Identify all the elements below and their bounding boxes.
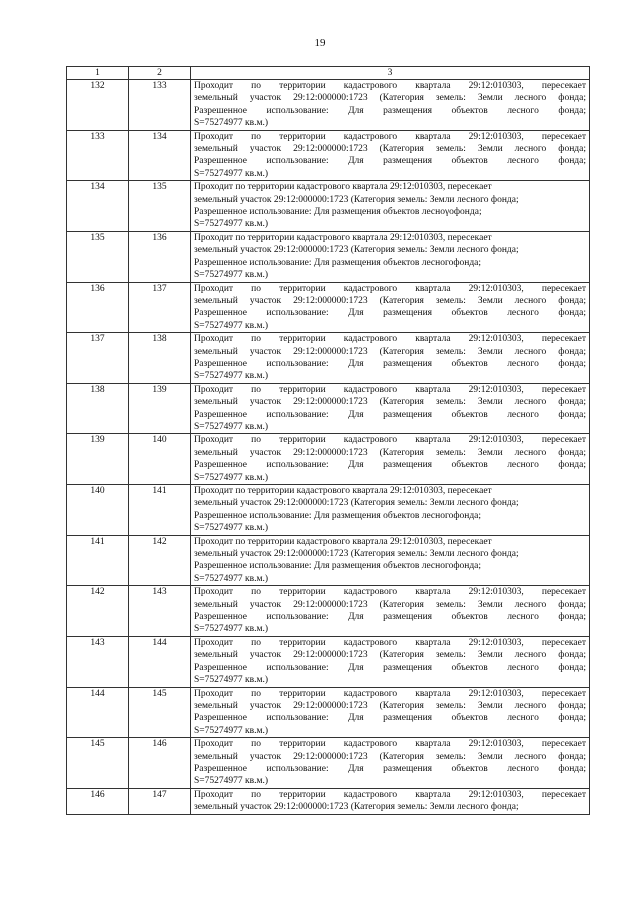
description-line: Проходит по территории кадастрового квартала 29:12:010303, пересекает — [194, 283, 586, 294]
description-cell — [191, 738, 590, 789]
object-number-cell: 140 — [129, 434, 191, 485]
object-number-cell: 146 — [129, 738, 191, 789]
table-row — [67, 383, 590, 434]
table-row — [67, 333, 590, 384]
description-line: Разрешенное использование: Для размещения объектов лесного фонда; — [194, 358, 586, 369]
object-number-cell: 133 — [129, 80, 191, 131]
description-line: земельный участок 29:12:000000:1723 (Категория земель: Земли лесного фонда; — [194, 700, 586, 711]
description-cell — [191, 687, 590, 738]
row-number-cell: 132 — [67, 80, 129, 131]
table-row — [67, 130, 590, 181]
object-number-cell: 144 — [129, 636, 191, 687]
row-number-cell: 135 — [67, 231, 129, 282]
description-line: S=75274977 кв.м.) — [194, 573, 269, 584]
description-line: Разрешенное использование: Для размещения объектов леснογофонда; — [194, 207, 482, 218]
description-line: S=75274977 кв.м.) — [194, 523, 269, 534]
description-line: земельный участок 29:12:000000:1723 (Категория земель: Земли лесного фонда; — [194, 93, 586, 104]
description-line: земельный участок 29:12:000000:1723 (Категория земель: Земли лесного фонда; — [194, 245, 519, 256]
description-line: земельный участок 29:12:000000:1723 (Категория земель: Земли лесного фонда; — [194, 397, 586, 408]
description-line: Проходит по территории кадастрового квартала 29:12:010303, пересекает — [194, 739, 586, 750]
table-row — [67, 434, 590, 485]
description-line: Разрешенное использование: Для размещения объектов лесного фонда; — [194, 105, 586, 116]
description-cell — [191, 485, 590, 536]
description-line: Разрешенное использование: Для размещения объектов лесного фонда; — [194, 308, 586, 319]
description-line: S=75274977 кв.м.) — [194, 776, 269, 787]
description-line: земельный участок 29:12:000000:1723 (Категория земель: Земли лесного фонда; — [194, 194, 519, 205]
row-number-cell: 146 — [67, 788, 129, 814]
description-line: земельный участок 29:12:000000:1723 (Категория земель: Земли лесного фонда; — [194, 295, 586, 306]
description-cell — [191, 130, 590, 181]
description-line: Проходит по территории кадастрового квартала 29:12:010303, пересекает — [194, 486, 492, 496]
object-number-cell: 135 — [129, 181, 191, 232]
table-row — [67, 586, 590, 637]
row-number-cell: 142 — [67, 586, 129, 637]
description-line: земельный участок 29:12:000000:1723 (Категория земель: Земли лесного фонда; — [194, 346, 586, 357]
row-number-cell: 139 — [67, 434, 129, 485]
description-cell — [191, 383, 590, 434]
description-line: S=75274977 кв.м.) — [194, 270, 269, 281]
row-number-cell: 137 — [67, 333, 129, 384]
row-number-cell: 140 — [67, 485, 129, 536]
description-cell — [191, 586, 590, 637]
description-line: земельный участок 29:12:000000:1723 (Категория земель: Земли лесного фонда; — [194, 751, 586, 762]
table-row — [67, 485, 590, 536]
description-line: Проходит по территории кадастрового квартала 29:12:010303, пересекает — [194, 789, 586, 800]
object-number-cell: 138 — [129, 333, 191, 384]
description-line: Разрешенное использование: Для размещения объектов лесногофонда; — [194, 510, 482, 521]
description-line: земельный участок 29:12:000000:1723 (Категория земель: Земли лесного фонда; — [194, 144, 586, 155]
table-row — [67, 80, 590, 131]
description-line: Разрешенное использование: Для размещения объектов лесногофонда; — [194, 561, 482, 572]
row-number-cell: 136 — [67, 282, 129, 333]
column-header-3: 3 — [191, 67, 590, 80]
description-line: Проходит по территории кадастрового квартала 29:12:010303, пересекает — [194, 536, 492, 547]
table-row — [67, 535, 590, 586]
row-number-cell: 134 — [67, 181, 129, 232]
row-number-cell: 141 — [67, 535, 129, 586]
description-line: Проходит по территории кадастрового квартала 29:12:010303, пересекает — [194, 384, 586, 395]
description-line: Проходит по территории кадастрового квартала 29:12:010303, пересекает — [194, 435, 586, 446]
description-cell — [191, 333, 590, 384]
description-line: Разрешенное использование: Для размещения объектов лесного фонда; — [194, 409, 586, 420]
description-line: Проходит по территории кадастрового квартала 29:12:010303, пересекает — [194, 688, 586, 699]
description-line: S=75274977 кв.м.) — [194, 118, 269, 129]
description-line: земельный участок 29:12:000000:1723 (Категория земель: Земли лесного фонда; — [194, 447, 586, 458]
description-line: S=75274977 кв.м.) — [194, 320, 269, 331]
description-line: Проходит по территории кадастрового квартала 29:12:010303, пересекает — [194, 232, 492, 243]
description-cell — [191, 636, 590, 687]
description-cell — [191, 434, 590, 485]
description-line: Разрешенное использование: Для размещения объектов лесного фонда; — [194, 460, 586, 471]
description-line: земельный участок 29:12:000000:1723 (Категория земель: Земли лесного фонда; — [194, 498, 519, 509]
object-number-cell: 142 — [129, 535, 191, 586]
description-cell — [191, 80, 590, 131]
table-row — [67, 181, 590, 232]
description-cell — [191, 181, 590, 232]
table-body — [67, 80, 590, 815]
description-cell — [191, 788, 590, 814]
description-line: земельный участок 29:12:000000:1723 (Категория земель: Земли лесного фонда; — [194, 802, 519, 813]
description-line: S=75274977 кв.м.) — [194, 624, 269, 635]
description-cell — [191, 535, 590, 586]
description-cell — [191, 231, 590, 282]
description-line: земельный участок 29:12:000000:1723 (Категория земель: Земли лесного фонда; — [194, 650, 586, 661]
description-line: S=75274977 кв.м.) — [194, 675, 269, 686]
row-number-cell: 145 — [67, 738, 129, 789]
table-row — [67, 231, 590, 282]
row-number-cell: 144 — [67, 687, 129, 738]
object-number-cell: 145 — [129, 687, 191, 738]
object-number-cell: 136 — [129, 231, 191, 282]
description-line: S=75274977 кв.м.) — [194, 725, 269, 736]
description-line: земельный участок 29:12:000000:1723 (Категория земель: Земли лесного фонда; — [194, 549, 519, 560]
description-line: Разрешенное использование: Для размещения объектов лесногофонда; — [194, 257, 482, 268]
description-line: S=75274977 кв.м.) — [194, 472, 269, 483]
data-table — [66, 66, 590, 815]
table-row — [67, 788, 590, 814]
description-line: Проходит по территории кадастрового квартала 29:12:010303, пересекает — [194, 637, 586, 648]
description-line: Проходит по территории кадастрового квартала 29:12:010303, пересекает — [194, 81, 586, 91]
object-number-cell: 141 — [129, 485, 191, 536]
description-cell — [191, 282, 590, 333]
description-line: Разрешенное использование: Для размещения объектов лесного фонда; — [194, 763, 586, 774]
description-line: S=75274977 кв.м.) — [194, 421, 269, 432]
object-number-cell: 137 — [129, 282, 191, 333]
description-line: Разрешенное использование: Для размещения объектов лесного фонда; — [194, 612, 586, 623]
table-row — [67, 282, 590, 333]
table-row — [67, 687, 590, 738]
description-line: земельный участок 29:12:000000:1723 (Категория земель: Земли лесного фонда; — [194, 599, 586, 610]
table-row — [67, 738, 590, 789]
object-number-cell: 134 — [129, 130, 191, 181]
column-header-1: 1 — [67, 67, 129, 80]
description-line: S=75274977 кв.м.) — [194, 371, 269, 382]
description-line: Проходит по территории кадастрового квартала 29:12:010303, пересекает — [194, 587, 586, 598]
description-line: S=75274977 кв.м.) — [194, 219, 269, 230]
description-line: Разрешенное использование: Для размещения объектов лесного фонда; — [194, 713, 586, 724]
object-number-cell: 143 — [129, 586, 191, 637]
page-number: 19 — [314, 37, 326, 49]
description-line: Разрешенное использование: Для размещения объектов лесного фонда; — [194, 662, 586, 673]
description-line: Разрешенное использование: Для размещения объектов лесного фонда; — [194, 156, 586, 167]
description-line: Проходит по территории кадастрового квартала 29:12:010303, пересекает — [194, 334, 586, 345]
row-number-cell: 138 — [67, 383, 129, 434]
object-number-cell: 147 — [129, 788, 191, 814]
header-row — [67, 67, 590, 80]
description-line: Проходит по территории кадастрового квартала 29:12:010303, пересекает — [194, 131, 586, 142]
description-line: S=75274977 кв.м.) — [194, 168, 269, 179]
object-number-cell: 139 — [129, 383, 191, 434]
table-row — [67, 636, 590, 687]
row-number-cell: 143 — [67, 636, 129, 687]
description-line: Проходит по территории кадастрового квартала 29:12:010303, пересекает — [194, 182, 492, 193]
row-number-cell: 133 — [67, 130, 129, 181]
column-header-2: 2 — [129, 67, 191, 80]
